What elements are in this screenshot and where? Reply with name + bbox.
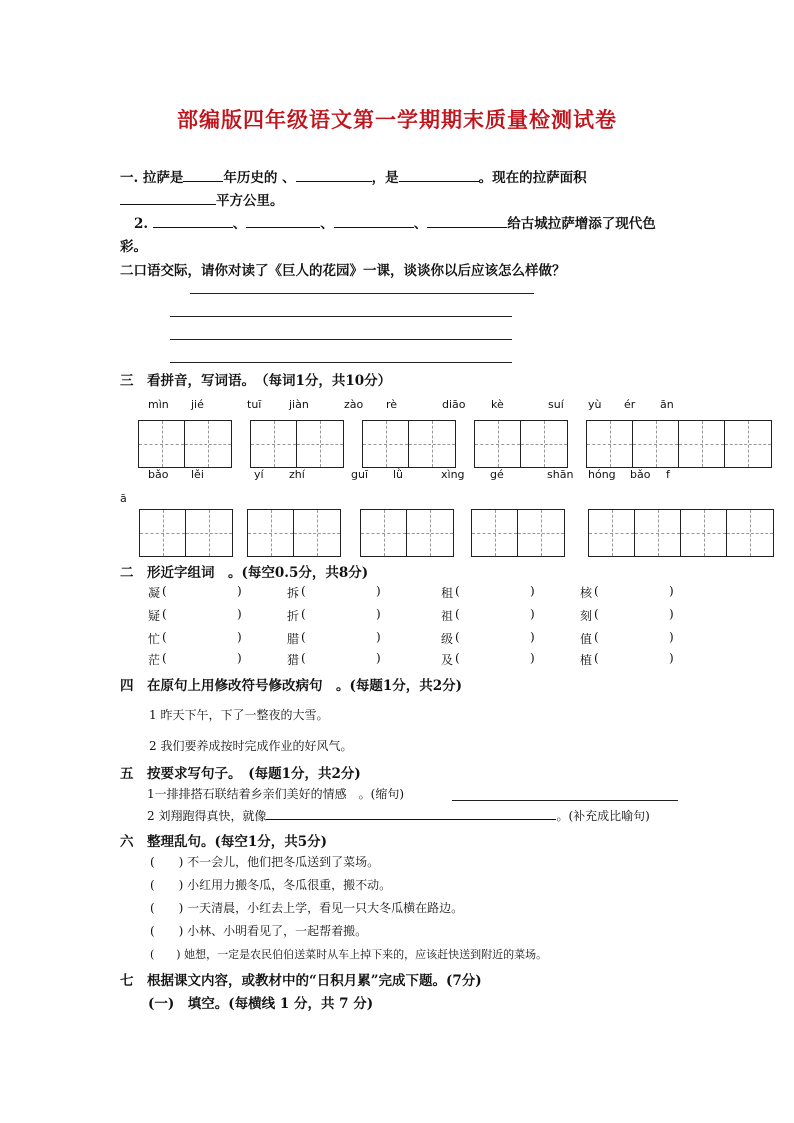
pinyin: gé xyxy=(490,468,504,481)
pinyin: xìng xyxy=(441,468,465,481)
page-title: 部编版四年级语文第一学期期末质量检测试卷 xyxy=(177,107,617,132)
section-title: 形近字组词 。(每空0.5分，共8分) xyxy=(147,565,369,581)
q6-heading xyxy=(120,762,361,782)
pinyin: f xyxy=(666,468,670,481)
writing-grid[interactable] xyxy=(138,420,232,468)
word-char: 茫 xyxy=(148,653,161,667)
open-paren[interactable]: ( xyxy=(594,607,599,621)
pinyin: tuī xyxy=(247,398,262,411)
sentence-part: 。(补充成比喻句) xyxy=(556,809,650,823)
q1-text-a3: ，是 xyxy=(371,170,399,186)
writing-grid[interactable] xyxy=(247,509,341,557)
close-paren: ) xyxy=(237,584,242,598)
pinyin: ān xyxy=(660,398,674,411)
pinyin: suí xyxy=(548,398,564,411)
section-title: 在原句上用修改符号修改病句 。(每题1分，共2分) xyxy=(147,678,463,694)
pinyin: ér xyxy=(624,398,636,411)
writing-grid[interactable] xyxy=(471,509,565,557)
separator: 、 xyxy=(232,216,247,232)
close-paren: ) xyxy=(237,630,242,644)
writing-grid[interactable] xyxy=(250,420,344,468)
pinyin: kè xyxy=(491,398,504,411)
q8-subheading: (一) 填空。(每横线 1 分，共 7 分) xyxy=(148,996,374,1012)
pinyin: ā xyxy=(120,492,127,505)
pinyin: lǜ xyxy=(393,468,404,481)
word-char: 及 xyxy=(441,653,454,667)
sentence: 1一排排搭石联结着乡亲们美好的情感 。(缩句) xyxy=(147,787,404,801)
blank[interactable] xyxy=(334,213,414,228)
q1-line1 xyxy=(120,166,587,186)
pinyin: mìn xyxy=(148,398,169,411)
writing-grid[interactable] xyxy=(474,420,568,468)
open-paren[interactable]: ( xyxy=(455,607,460,621)
section-number: 六 xyxy=(120,834,134,850)
open-paren[interactable]: ( xyxy=(594,651,599,665)
writing-grid[interactable] xyxy=(588,509,774,557)
section-number: 三 xyxy=(120,373,134,389)
q2-text: 二口语交际，请你对读了《巨人的花园》一课，谈谈你以后应该怎么样做？ xyxy=(120,263,566,279)
q1-line2 xyxy=(120,189,284,209)
separator: 、 xyxy=(413,216,428,232)
sentence-2 xyxy=(147,807,650,824)
open-paren[interactable]: ( xyxy=(301,584,306,598)
sentence: 1 昨天下午，下了一整夜的大雪。 xyxy=(149,708,329,722)
pinyin: rè xyxy=(386,398,398,411)
word-char: 祖 xyxy=(441,609,454,623)
writing-grid[interactable] xyxy=(586,420,772,468)
word-char: 级 xyxy=(441,632,454,646)
close-paren: ) xyxy=(237,651,242,665)
close-paren: ) xyxy=(669,630,674,644)
ordering-item: ( ) 不一会儿，他们把冬瓜送到了菜场。 xyxy=(150,855,380,869)
close-paren: ) xyxy=(669,584,674,598)
pinyin: hóng xyxy=(588,468,616,481)
open-paren[interactable]: ( xyxy=(455,584,460,598)
pinyin: yí xyxy=(254,468,264,481)
close-paren: ) xyxy=(530,584,535,598)
word-char: 疑 xyxy=(148,609,161,623)
writing-grid[interactable] xyxy=(360,509,454,557)
pinyin: bǎo xyxy=(630,468,651,481)
word-char: 凝 xyxy=(148,586,161,600)
q1-text-a1: 一. 拉萨是 xyxy=(120,170,184,186)
q1-text-a2: 年历史的 、 xyxy=(223,170,296,186)
pinyin: guī xyxy=(351,468,369,481)
section-number: 七 xyxy=(120,973,134,989)
separator: 、 xyxy=(320,216,334,232)
answer-line[interactable] xyxy=(452,800,678,801)
pinyin: bǎo xyxy=(148,468,169,481)
q8-heading xyxy=(120,969,482,989)
close-paren: ) xyxy=(530,651,535,665)
blank[interactable] xyxy=(153,213,233,228)
close-paren: ) xyxy=(376,651,381,665)
open-paren[interactable]: ( xyxy=(594,630,599,644)
open-paren[interactable]: ( xyxy=(301,630,306,644)
pinyin: jiàn xyxy=(289,398,309,411)
blank[interactable] xyxy=(296,167,372,182)
pinyin: shān xyxy=(547,468,574,481)
ordering-item: ( ) 一天清晨，小红去上学，看见一只大冬瓜横在路边。 xyxy=(150,901,464,915)
close-paren: ) xyxy=(530,630,535,644)
word-char: 核 xyxy=(580,586,593,600)
sentence-part: 2 刘翔跑得真快，就像 xyxy=(147,809,267,823)
word-char: 拆 xyxy=(287,586,300,600)
blank[interactable] xyxy=(183,167,223,182)
writing-grid[interactable] xyxy=(139,509,233,557)
pinyin: zào xyxy=(344,398,364,411)
word-char: 刻 xyxy=(580,609,593,623)
writing-grid[interactable] xyxy=(362,420,456,468)
blank[interactable] xyxy=(246,213,320,228)
section-number: 四 xyxy=(120,678,134,694)
q1-line4: 彩。 xyxy=(120,239,147,255)
word-char: 值 xyxy=(580,632,593,646)
close-paren: ) xyxy=(669,651,674,665)
word-char: 折 xyxy=(287,609,300,623)
q5-heading xyxy=(120,674,462,694)
close-paren: ) xyxy=(669,607,674,621)
open-paren[interactable]: ( xyxy=(162,584,167,598)
open-paren[interactable]: ( xyxy=(455,630,460,644)
word-char: 猎 xyxy=(287,653,300,667)
answer-line[interactable] xyxy=(170,362,512,363)
blank[interactable] xyxy=(427,213,507,228)
word-char: 忙 xyxy=(148,632,161,646)
q7-heading xyxy=(120,830,327,850)
open-paren[interactable]: ( xyxy=(162,607,167,621)
word-char: 植 xyxy=(580,653,593,667)
answer-line[interactable] xyxy=(170,316,512,317)
ordering-item: ( ) 她想，一定是农民伯伯送菜时从车上掉下来的，应该赶快送到附近的菜场。 xyxy=(150,948,548,961)
answer-line[interactable] xyxy=(190,293,534,294)
word-char: 租 xyxy=(441,586,454,600)
section-number: 二 xyxy=(120,565,134,581)
close-paren: ) xyxy=(237,607,242,621)
pinyin: diāo xyxy=(442,398,466,411)
open-paren[interactable]: ( xyxy=(162,651,167,665)
open-paren[interactable]: ( xyxy=(301,651,306,665)
blank[interactable] xyxy=(120,190,216,205)
pinyin: yù xyxy=(588,398,602,411)
sentence: 2 我们要养成按时完成作业的好风气。 xyxy=(149,739,353,753)
pinyin: jié xyxy=(191,398,204,411)
ordering-item: ( ) 小红用力搬冬瓜，冬瓜很重，搬不动。 xyxy=(150,878,392,892)
close-paren: ) xyxy=(376,584,381,598)
q3-heading xyxy=(120,369,391,389)
ordering-item: ( ) 小林、小明看见了，一起帮着搬。 xyxy=(150,924,368,938)
open-paren[interactable]: ( xyxy=(455,651,460,665)
close-paren: ) xyxy=(376,607,381,621)
open-paren[interactable]: ( xyxy=(301,607,306,621)
q1-text-c1: 2. xyxy=(134,216,149,232)
section-title: 整理乱句。(每空1分，共5分) xyxy=(147,834,328,850)
q4-heading xyxy=(120,561,368,581)
q1-text-c2: 给古城拉萨增添了现代色 xyxy=(507,216,656,232)
section-title: 看拼音，写词语。 （每词1分，共10分） xyxy=(147,373,392,389)
q1-text-a4: 。现在的拉萨面积 xyxy=(478,170,587,186)
word-char: 腊 xyxy=(287,632,300,646)
open-paren[interactable]: ( xyxy=(594,584,599,598)
open-paren[interactable]: ( xyxy=(162,630,167,644)
q1-line3 xyxy=(134,212,656,232)
answer-line[interactable] xyxy=(170,339,512,340)
section-title: 按要求写句子。 (每题1分，共2分) xyxy=(147,766,361,782)
q1-text-b1: 平方公里。 xyxy=(216,193,284,209)
section-title: 根据课文内容，或教材中的“日积月累”完成下题。(7分) xyxy=(147,973,482,989)
pinyin: zhí xyxy=(289,468,305,481)
section-number: 五 xyxy=(120,766,134,782)
pinyin: lěi xyxy=(191,468,204,481)
close-paren: ) xyxy=(530,607,535,621)
close-paren: ) xyxy=(376,630,381,644)
blank[interactable] xyxy=(266,807,556,820)
blank[interactable] xyxy=(399,167,479,182)
